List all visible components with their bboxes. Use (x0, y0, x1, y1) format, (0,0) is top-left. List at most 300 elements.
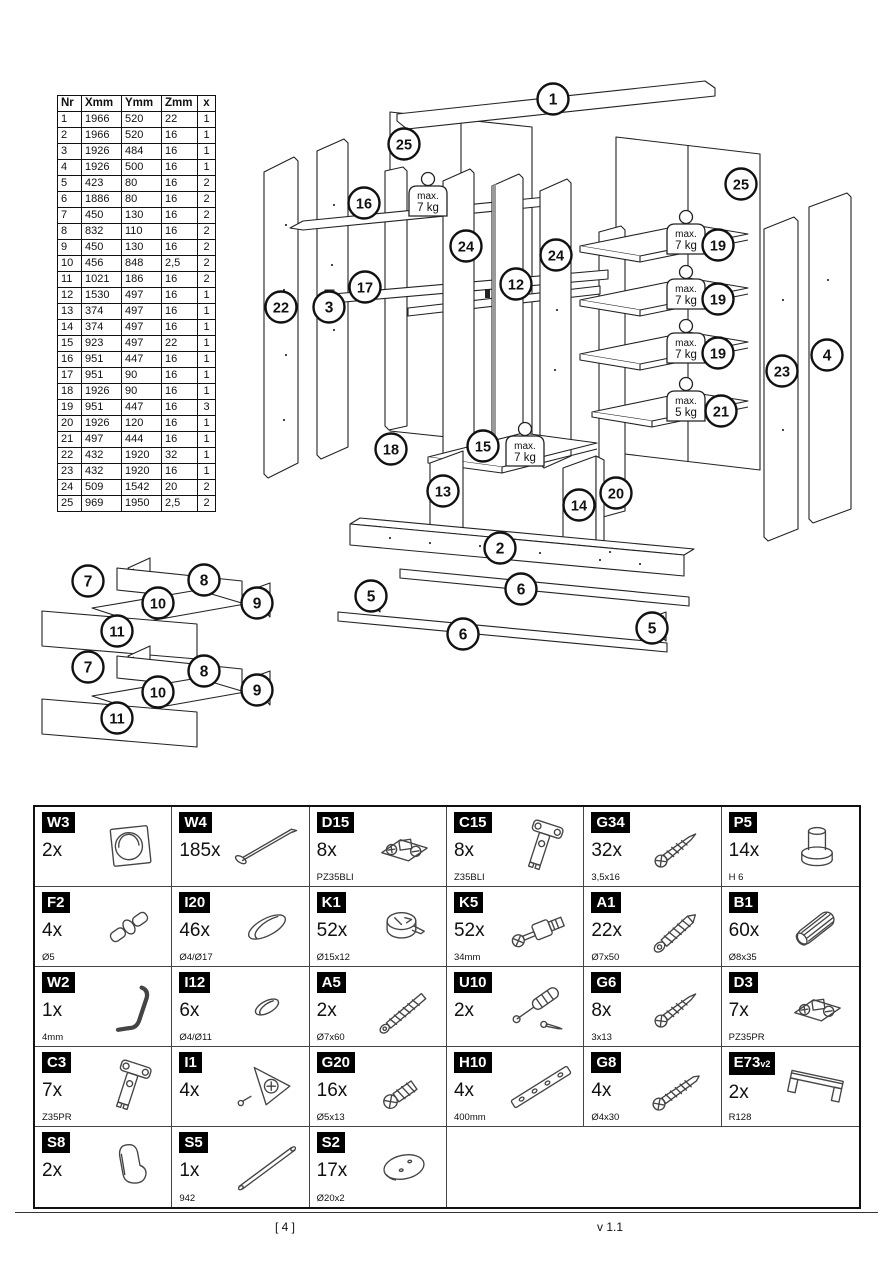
parts-table-cell: 22 (162, 112, 198, 128)
washer-large-icon (229, 896, 305, 958)
parts-table-cell: 1 (198, 144, 216, 160)
parts-table-cell: 374 (82, 304, 122, 320)
hardware-code-badge: S8 (42, 1132, 70, 1153)
hardware-item-I20 (172, 887, 309, 967)
hardware-code-badge: E73v2 (729, 1052, 776, 1075)
parts-table-cell: 6 (58, 192, 82, 208)
parts-table-cell: 1926 (82, 160, 122, 176)
hardware-quantity: 60x (728, 920, 760, 941)
parts-table-cell: 969 (82, 496, 122, 512)
parts-table-cell: 450 (82, 240, 122, 256)
screw-icon (641, 816, 717, 878)
rail-6-lower (338, 612, 667, 652)
svg-text:16: 16 (355, 196, 373, 213)
parts-table-cell: 1 (198, 112, 216, 128)
parts-table-cell: 16 (162, 352, 198, 368)
parts-table-cell: 13 (58, 304, 82, 320)
svg-text:19: 19 (709, 238, 727, 255)
diagram-callout-19 (703, 338, 734, 369)
hardware-item-G20 (310, 1047, 447, 1127)
svg-text:max.: max. (417, 191, 439, 202)
parts-table-cell: 832 (82, 224, 122, 240)
hardware-item-C3 (35, 1047, 172, 1127)
hardware-quantity: 7x (42, 1080, 63, 1101)
hardware-code-badge: P5 (729, 812, 757, 833)
rail-holder-icon (91, 1136, 167, 1198)
parts-table-cell: 1 (198, 368, 216, 384)
parts-table-cell: 16 (162, 128, 198, 144)
hardware-spec: Ø20x2 (316, 1193, 345, 1204)
svg-text:7 kg: 7 kg (417, 202, 439, 214)
parts-table-cell: 1 (198, 160, 216, 176)
hardware-item-G6 (584, 967, 721, 1047)
diagram-callout-10 (143, 677, 174, 708)
hinge-arm-icon (503, 816, 579, 878)
hardware-item-K1 (310, 887, 447, 967)
hardware-code-badge: S5 (179, 1132, 207, 1153)
hardware-item-H10 (447, 1047, 584, 1127)
svg-text:7 kg: 7 kg (675, 295, 697, 307)
hardware-quantity: 46x (179, 920, 210, 941)
parts-table-cell: 509 (82, 480, 122, 496)
svg-text:13: 13 (434, 484, 452, 501)
shelf-pin-icon (779, 816, 855, 878)
parts-table-cell: 2 (58, 128, 82, 144)
hardware-code-badge: S2 (317, 1132, 345, 1153)
hardware-spec: Ø4x30 (591, 1112, 620, 1123)
parts-table-cell: 374 (82, 320, 122, 336)
hardware-code-badge: I12 (179, 972, 210, 993)
hardware-code-badge: G20 (317, 1052, 355, 1073)
hardware-item-C15 (447, 807, 584, 887)
wall-anchor-icon (503, 976, 579, 1038)
parts-table-cell: 186 (122, 272, 162, 288)
parts-table-cell: 1 (198, 288, 216, 304)
parts-table-cell: 20 (58, 416, 82, 432)
parts-table-cell: 1 (198, 320, 216, 336)
connector-pin-icon (91, 896, 167, 958)
hardware-quantity: 2x (42, 840, 63, 861)
parts-table-cell: 497 (82, 432, 122, 448)
diagram-callout-22 (266, 292, 297, 323)
hardware-quantity: 6x (179, 1000, 200, 1021)
hardware-quantity: 1x (179, 1160, 200, 1181)
parts-table-cell: 4 (58, 160, 82, 176)
parts-table-cell: 1 (198, 384, 216, 400)
diagram-callout-10 (143, 588, 174, 619)
parts-table-cell: 432 (82, 448, 122, 464)
parts-table-header: Zmm (162, 96, 198, 112)
parts-table-cell: 14 (58, 320, 82, 336)
parts-table-cell: 3 (198, 400, 216, 416)
parts-table-header: x (198, 96, 216, 112)
diagram-callout-5 (356, 581, 387, 612)
hardware-code-badge: I1 (179, 1052, 202, 1073)
parts-table-cell: 2 (198, 272, 216, 288)
hardware-quantity: 32x (591, 840, 622, 861)
parts-table-cell: 1950 (122, 496, 162, 512)
hardware-spec: 3x13 (591, 1032, 612, 1043)
nail-icon (229, 816, 305, 878)
parts-table-cell: 16 (162, 464, 198, 480)
svg-text:3: 3 (324, 299, 334, 317)
svg-text:22: 22 (272, 300, 290, 317)
diagram-callout-11 (102, 703, 133, 734)
diagram-callout-7 (73, 652, 104, 683)
diagram-callout-19 (703, 230, 734, 261)
parts-table-cell: 10 (58, 256, 82, 272)
diagram-callout-1 (538, 84, 569, 115)
parts-table-cell: 16 (162, 240, 198, 256)
parts-table-cell: 2 (198, 192, 216, 208)
hardware-quantity: 4x (591, 1080, 612, 1101)
svg-text:10: 10 (149, 596, 167, 613)
parts-table-cell: 497 (122, 288, 162, 304)
parts-table-header: Xmm (82, 96, 122, 112)
diagram-callout-2 (485, 533, 516, 564)
hardware-quantity: 8x (453, 840, 475, 861)
parts-table-cell: 1926 (82, 416, 122, 432)
hardware-item-K5 (447, 887, 584, 967)
hardware-code-badge: W2 (42, 972, 75, 993)
diagram-callout-6 (506, 574, 537, 605)
hardware-quantity: 16x (316, 1080, 348, 1101)
parts-table-cell: 20 (162, 480, 198, 496)
hardware-parts-grid (33, 805, 861, 1209)
hardware-code-badge: A1 (591, 892, 620, 913)
svg-text:25: 25 (395, 137, 413, 154)
diagram-callout-23 (767, 356, 798, 387)
parts-table-cell: 1926 (82, 144, 122, 160)
hardware-spec: Ø4/Ø11 (179, 1032, 212, 1043)
parts-table-cell: 1 (198, 432, 216, 448)
hardware-quantity: 17x (316, 1160, 348, 1181)
hardware-quantity: 8x (591, 1000, 612, 1021)
parts-table-cell: 520 (122, 128, 162, 144)
diagram-callout-11 (102, 616, 133, 647)
hardware-code-badge: F2 (42, 892, 70, 913)
parts-table-cell: 1 (198, 352, 216, 368)
parts-table-cell: 520 (122, 112, 162, 128)
parts-table-cell: 110 (122, 224, 162, 240)
parts-table-cell: 22 (162, 336, 198, 352)
hardware-spec: Ø5x13 (316, 1112, 345, 1123)
cover-cap-icon (366, 1136, 442, 1198)
svg-text:9: 9 (252, 682, 262, 700)
hardware-code-badge: W3 (42, 812, 75, 833)
hardware-spec: 942 (179, 1193, 196, 1204)
hardware-quantity: 14x (728, 840, 760, 861)
svg-text:5: 5 (647, 620, 657, 638)
parts-table-cell: 1530 (82, 288, 122, 304)
parts-table-cell: 1966 (82, 112, 122, 128)
diagram-callout-19 (703, 284, 734, 315)
hardware-grid-empty-cell (447, 1127, 859, 1207)
parts-table-cell: 2 (198, 240, 216, 256)
drawer-slide-icon (503, 1056, 579, 1118)
parts-table-cell: 497 (122, 304, 162, 320)
diagram-callout-5 (637, 613, 668, 644)
hardware-quantity: 1x (42, 1000, 63, 1021)
hardware-spec: Ø7x60 (316, 1032, 345, 1043)
diagram-callout-6 (448, 619, 479, 650)
parts-table-cell: 1542 (122, 480, 162, 496)
hardware-code-badge: H10 (454, 1052, 492, 1073)
hardware-quantity: 2x (316, 1000, 337, 1021)
diagram-callout-20 (601, 478, 632, 509)
parts-table-cell: 447 (122, 352, 162, 368)
parts-table-cell: 21 (58, 432, 82, 448)
hardware-spec: R128 (728, 1112, 752, 1123)
hardware-spec: 3,5x16 (591, 872, 620, 883)
diagram-callout-24 (541, 240, 572, 271)
parts-table-cell: 130 (122, 208, 162, 224)
euro-screw-icon (366, 1056, 442, 1118)
hardware-quantity: 7x (728, 1000, 749, 1021)
svg-text:7 kg: 7 kg (675, 240, 697, 252)
hardware-item-S2 (310, 1127, 447, 1207)
hardware-spec: 400mm (453, 1112, 486, 1123)
hardware-item-D15 (310, 807, 447, 887)
svg-text:5: 5 (366, 588, 376, 606)
svg-text:10: 10 (149, 685, 167, 702)
corner-bracket-icon (229, 1056, 305, 1118)
diagram-callout-25 (389, 129, 420, 160)
cam-lock-icon (366, 896, 442, 958)
hardware-quantity: 4x (179, 1080, 200, 1101)
parts-table-cell: 447 (122, 400, 162, 416)
parts-table-cell: 12 (58, 288, 82, 304)
diagram-callout-12 (501, 269, 532, 300)
parts-table-cell: 1920 (122, 464, 162, 480)
parts-table-cell: 16 (162, 384, 198, 400)
diagram-callout-4 (812, 340, 843, 371)
hardware-spec: PZ35BLI (316, 872, 354, 883)
parts-table-cell: 3 (58, 144, 82, 160)
parts-table-cell: 5 (58, 176, 82, 192)
parts-table-cell: 8 (58, 224, 82, 240)
washer-small-icon (229, 976, 305, 1038)
hardware-quantity: 52x (316, 920, 348, 941)
parts-table-cell: 1021 (82, 272, 122, 288)
svg-text:max.: max. (675, 396, 697, 407)
hardware-quantity: 4x (42, 920, 63, 941)
svg-text:4: 4 (822, 347, 832, 365)
rod-icon (229, 1136, 305, 1198)
svg-text:15: 15 (474, 439, 492, 456)
diagram-callout-7 (73, 566, 104, 597)
svg-text:14: 14 (570, 498, 588, 515)
diagram-callout-17 (350, 272, 381, 303)
diagram-callout-9 (242, 588, 273, 619)
diagram-callout-8 (189, 565, 220, 596)
cam-bolt-icon (503, 896, 579, 958)
svg-text:7: 7 (83, 659, 93, 677)
parts-table-cell: 9 (58, 240, 82, 256)
parts-table-cell: 456 (82, 256, 122, 272)
parts-table-cell: 80 (122, 176, 162, 192)
page-number: [ 4 ] (274, 1220, 295, 1234)
diagram-callout-25 (726, 169, 757, 200)
wood-dowel-icon (779, 896, 855, 958)
diagram-callout-13 (428, 476, 459, 507)
diagram-callout-16 (349, 188, 380, 219)
parts-table-cell: 16 (162, 160, 198, 176)
screw-long-icon (641, 1056, 717, 1118)
svg-text:1: 1 (548, 91, 558, 109)
handle-icon (779, 1056, 855, 1118)
hardware-code-badge: K1 (317, 892, 346, 913)
hardware-quantity: 8x (316, 840, 337, 861)
parts-table-cell: 1 (198, 416, 216, 432)
hardware-code-badge: C3 (42, 1052, 71, 1073)
hardware-code-badge: D15 (317, 812, 355, 833)
diagram-callout-9 (242, 675, 273, 706)
parts-table-cell: 16 (162, 400, 198, 416)
parts-table-cell: 23 (58, 464, 82, 480)
hardware-item-D3 (722, 967, 859, 1047)
hardware-item-U10 (447, 967, 584, 1047)
hardware-spec: Ø8x35 (728, 952, 757, 963)
hardware-code-badge: W4 (179, 812, 212, 833)
svg-text:2: 2 (495, 540, 505, 558)
parts-table-cell: 423 (82, 176, 122, 192)
confirmat-screw-icon (641, 896, 717, 958)
hardware-spec: Z35BLI (453, 872, 485, 883)
hardware-code-badge: I20 (179, 892, 210, 913)
hardware-code-badge: B1 (729, 892, 758, 913)
hardware-item-W2 (35, 967, 172, 1047)
hardware-quantity: 2x (42, 1160, 63, 1181)
parts-table-cell: 1 (58, 112, 82, 128)
parts-table-cell: 951 (82, 368, 122, 384)
parts-table-cell: 444 (122, 432, 162, 448)
parts-table-cell: 15 (58, 336, 82, 352)
parts-table-cell: 19 (58, 400, 82, 416)
hinge-mount-plate-icon (779, 976, 855, 1038)
parts-table-header: Nr (58, 96, 82, 112)
parts-table-cell: 2 (198, 176, 216, 192)
hardware-code-badge: C15 (454, 812, 492, 833)
svg-text:8: 8 (199, 572, 209, 590)
svg-text:23: 23 (773, 364, 791, 381)
hardware-quantity: 52x (453, 920, 485, 941)
diagram-callout-24 (451, 231, 482, 262)
parts-table-cell: 80 (122, 192, 162, 208)
square-plate-icon (91, 816, 167, 878)
hardware-item-I1 (172, 1047, 309, 1127)
parts-table-cell: 1920 (122, 448, 162, 464)
parts-table-cell: 2 (198, 224, 216, 240)
hardware-code-badge: K5 (454, 892, 483, 913)
svg-text:11: 11 (109, 711, 125, 728)
diagram-callout-18 (376, 434, 407, 465)
hardware-code-badge: G34 (591, 812, 629, 833)
parts-table-cell: 16 (162, 416, 198, 432)
door-24-right (540, 179, 571, 468)
panel-12 (492, 174, 523, 464)
hardware-quantity: 2x (453, 1000, 475, 1021)
parts-table-cell: 25 (58, 496, 82, 512)
hardware-item-S8 (35, 1127, 172, 1207)
parts-table-cell: 16 (162, 368, 198, 384)
svg-text:max.: max. (675, 338, 697, 349)
bottom-panel-2 (350, 518, 694, 576)
parts-table-cell: 16 (162, 272, 198, 288)
parts-table-cell: 1 (198, 304, 216, 320)
hardware-item-I12 (172, 967, 309, 1047)
hardware-quantity: 2x (728, 1082, 749, 1103)
hardware-code-badge: G8 (591, 1052, 621, 1073)
rail-6-upper (400, 569, 689, 606)
parts-table-cell: 2,5 (162, 496, 198, 512)
parts-table-cell: 90 (122, 384, 162, 400)
parts-table-cell: 2,5 (162, 256, 198, 272)
svg-text:20: 20 (607, 486, 625, 503)
parts-table-cell: 120 (122, 416, 162, 432)
parts-table-cell: 923 (82, 336, 122, 352)
svg-text:11: 11 (109, 624, 125, 641)
parts-table-cell: 2 (198, 208, 216, 224)
parts-table-cell: 7 (58, 208, 82, 224)
parts-table-cell: 24 (58, 480, 82, 496)
hardware-quantity: 185x (179, 840, 221, 861)
parts-table-cell: 22 (58, 448, 82, 464)
svg-text:17: 17 (356, 280, 374, 297)
hardware-item-A5 (310, 967, 447, 1047)
svg-text:9: 9 (252, 595, 262, 613)
parts-table-cell: 2 (198, 480, 216, 496)
svg-text:21: 21 (712, 404, 730, 421)
svg-text:5 kg: 5 kg (675, 407, 697, 419)
hardware-spec: Ø5 (42, 952, 55, 963)
hardware-item-S5 (172, 1127, 309, 1207)
parts-table-cell: 432 (82, 464, 122, 480)
hardware-spec: H 6 (728, 872, 744, 883)
footer-divider (15, 1212, 878, 1213)
svg-text:7 kg: 7 kg (514, 452, 536, 464)
svg-text:12: 12 (507, 277, 525, 294)
hardware-item-B1 (722, 887, 859, 967)
svg-text:max.: max. (675, 229, 697, 240)
svg-text:19: 19 (709, 346, 727, 363)
hardware-code-badge: U10 (454, 972, 492, 993)
parts-table-cell: 1 (198, 336, 216, 352)
svg-text:6: 6 (458, 626, 468, 644)
svg-text:19: 19 (709, 292, 727, 309)
parts-table-cell: 16 (162, 432, 198, 448)
parts-table-cell: 1 (198, 128, 216, 144)
parts-table-cell: 16 (162, 176, 198, 192)
parts-table-cell: 1926 (82, 384, 122, 400)
hardware-item-F2 (35, 887, 172, 967)
diagram-callout-8 (189, 656, 220, 687)
hardware-item-P5 (722, 807, 859, 887)
screw-icon (641, 976, 717, 1038)
hinge-arm-icon (91, 1056, 167, 1118)
svg-text:6: 6 (516, 581, 526, 599)
svg-text:24: 24 (547, 248, 565, 265)
parts-table-cell: 16 (162, 288, 198, 304)
hardware-item-W3 (35, 807, 172, 887)
parts-table-cell: 16 (162, 208, 198, 224)
parts-table-cell: 1 (198, 464, 216, 480)
parts-table-cell: 2 (198, 496, 216, 512)
parts-table-cell: 32 (162, 448, 198, 464)
hardware-spec: 4mm (42, 1032, 64, 1043)
parts-table-cell: 1966 (82, 128, 122, 144)
hardware-spec: Ø7x50 (591, 952, 620, 963)
